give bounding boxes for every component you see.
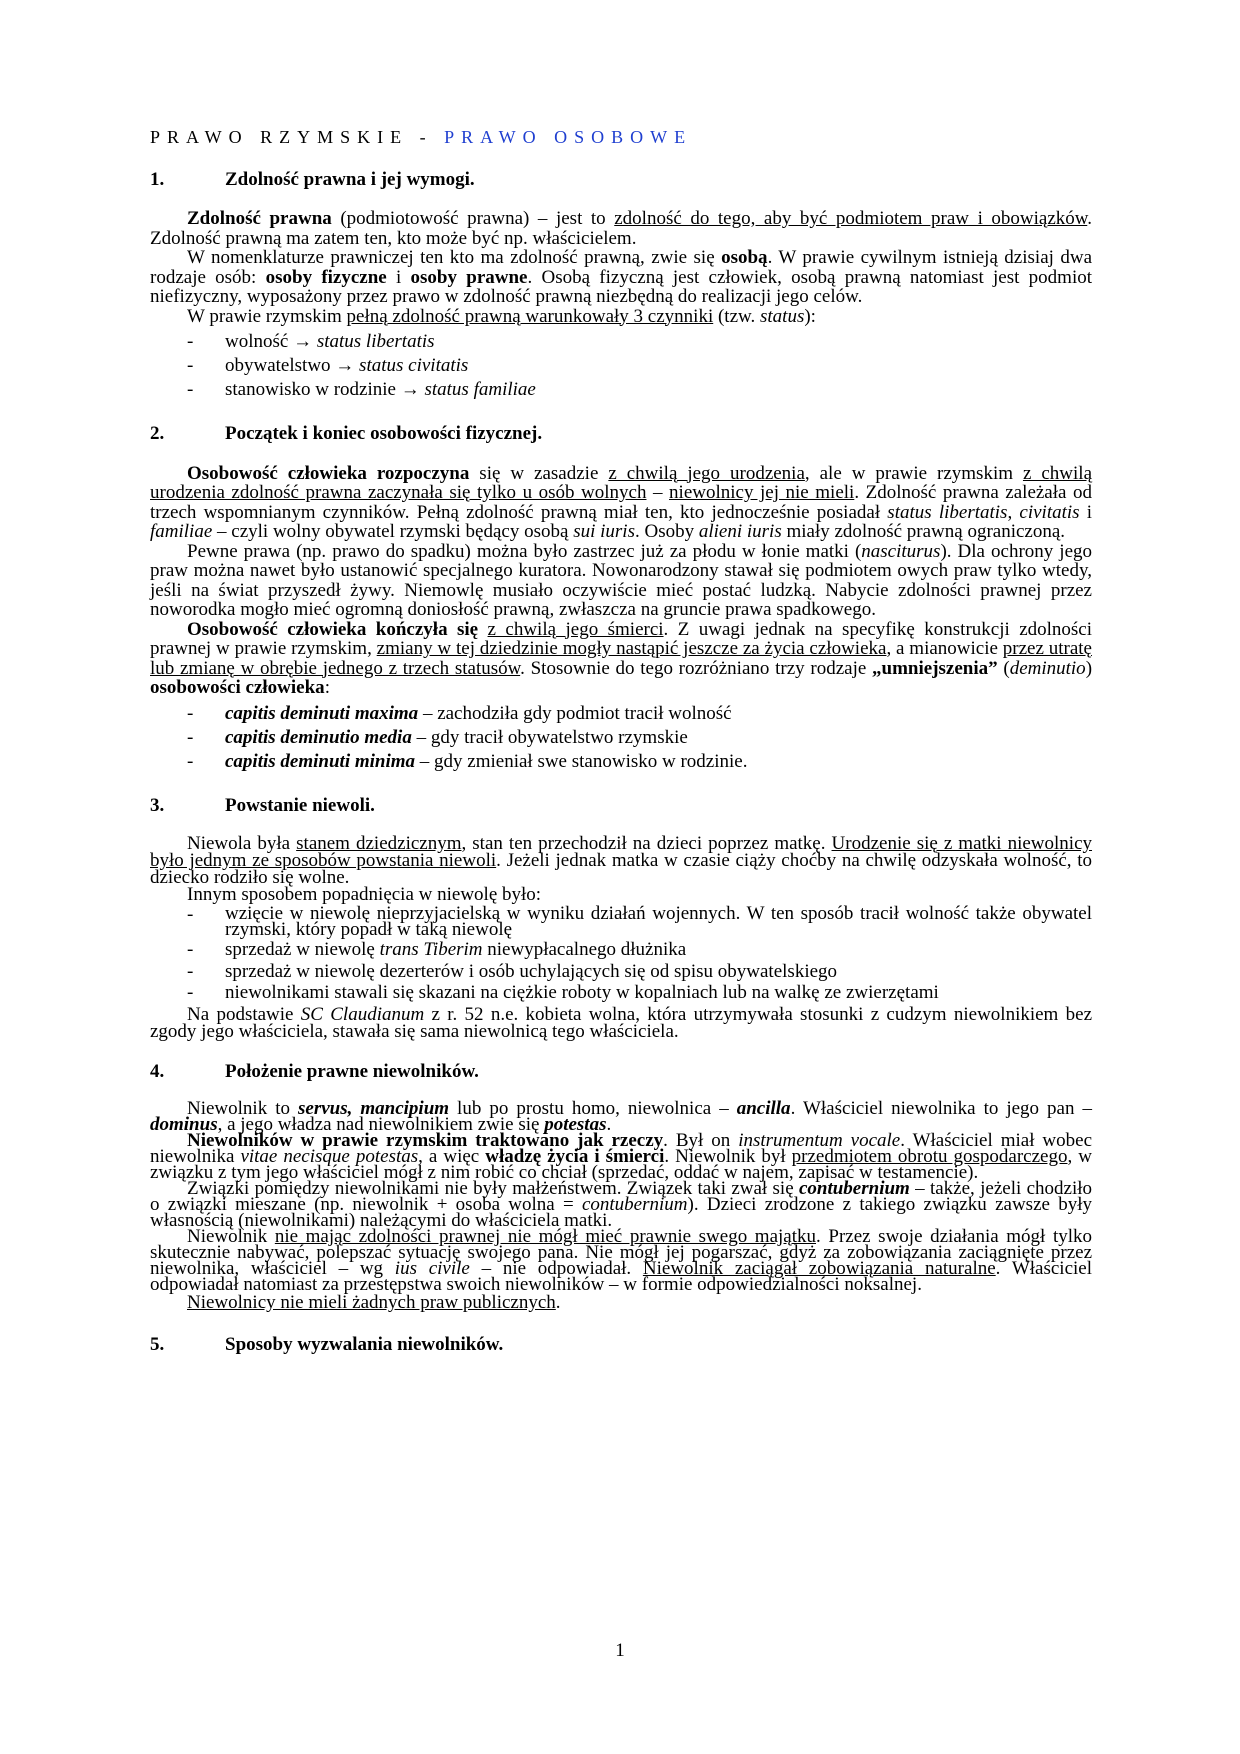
paragraph: Zdolność prawna (podmiotowość prawna) – jest to zdolność do tego, aby być podmiotem praw i obowiązków. Zdolność prawną ma zatem ten, kto może być np. właścicielem. (150, 208, 1093, 249)
arrow-icon: → (400, 379, 420, 400)
document-title (150, 128, 1092, 148)
page-number: 1 (615, 1640, 625, 1661)
paragraph: Osobowość człowieka rozpoczyna się w zasadzie z chwilą jego urodzenia, ale w prawie rzymskim z chwilą urodzenia zdolność prawna zaczynała się tylko u osób wolnych – niewolnicy jej nie mieli. Zdolność prawna zależała od trzech wspomnianym czynników. Pełną zdolność prawną miał ten, kto jednocześnie posiadał status libertatis, civitatis i familiae – czyli wolny obywatel rzymski będący osobą sui iuris. Osoby alieni iuris miały zdolność prawną ograniczoną. (150, 462, 1093, 542)
paragraph: Niewolników w prawie rzymskim traktowano jak rzeczy. Był on instrumentum vocale. Właściciel miał wobec niewolnika vitae necisque potestas, a więc władzę życia i śmierci. Niewolnik był przedmiotem obrotu gospodarczego, w związku z tym jego właściciel mógł z nim robić co chciał (sprzedać, oddać w najem, zapisać w testamencie). (150, 1130, 1093, 1183)
paragraph: Osobowość człowieka kończyła się z chwilą jego śmierci. Z uwagi jednak na specyfikę konstrukcji zdolności prawnej w prawie rzymskim, zmiany w tej dziedzinie mogły nastąpić jeszcze za życia człowieka, a mianowicie przez utratę lub zmianę w obrębie jednego z trzech statusów. Stosownie do tego rozróżniano trzy rodzaje „umniejszenia” (deminutio) osobowości człowieka: (150, 618, 1093, 698)
list-item: - capitis deminuti maxima – zachodziła gdy podmiot tracił wolność (187, 702, 732, 724)
list-item: - sprzedaż w niewolę trans Tiberim niewypłacalnego dłużnika (187, 939, 687, 960)
paragraph: W prawie rzymskim pełną zdolność prawną warunkowały 3 czynniki (tzw. status): (187, 305, 816, 327)
section-heading-2: 2. Początek i koniec osobowości fizycznej. (150, 423, 543, 444)
list-item: - capitis deminuti minima – gdy zmieniał swe stanowisko w rodzinie. (187, 750, 748, 772)
paragraph: W nomenklaturze prawniczej ten kto ma zdolność prawną, zwie się osobą. W prawie cywilnym istnieją dzisiaj dwa rodzaje osób: osoby fizyczne i osoby prawne. Osobą fizyczną jest człowiek, osobą prawną natomiast jest podmiot niefizyczny, wyposażony przez prawo w zdolność prawną niezbędną do realizacji jego celów. (150, 247, 1093, 307)
list-item: - capitis deminutio media – gdy tracił obywatelstwo rzymskie (187, 726, 688, 748)
section-heading-3: 3. Powstanie niewoli. (150, 794, 375, 816)
arrow-icon: → (335, 355, 355, 376)
paragraph: Na podstawie SC Claudianum z r. 52 n.e. kobieta wolna, która utrzymywała stosunki z cudzym niewolnikiem bez zgody jego właściciela, stawała się sama niewolnicą tego właściciela. (150, 1003, 1092, 1042)
paragraph: Związki pomiędzy niewolnikami nie były małżeństwem. Związek taki zwał się contubernium – także, jeżeli chodziło o związki mieszane (np. niewolnik + osoba wolna = contubernium). Dzieci zrodzone z takiego związku zawsze były własnością (niewolnikami) należącymi do właściciela matki. (150, 1178, 1093, 1231)
paragraph: Niewola była stanem dziedzicznym, stan ten przechodził na dzieci poprzez matkę. Urodzenie się z matki niewolnicy było jednym ze sposobów powstania niewoli. Jeżeli jednak matka w czasie ciąży choćby na chwilę odzyskała wolność, to dziecko rodziło się wolne. (150, 833, 1093, 888)
paragraph: Niewolnik nie mając zdolności prawnej nie mógł mieć prawnie swego majątku. Przez swoje działania mógł tylko skutecznie nabywać, polepszać sytuację swojego pana. Nie mógł jej pogarszać, gdyż za zobowiązania zaciągnięte przez niewolnika, właściciel – wg ius civile – nie odpowiadał. Niewolnik zaciągał zobowiązania naturalne. Właściciel odpowiadał natomiast za przestępstwa swoich niewolników – w formie odpowiedzialności noksalnej. (150, 1226, 1093, 1295)
arrow-icon: → (293, 331, 313, 352)
document-page (150, 128, 1092, 1355)
status-list (150, 330, 1092, 402)
section-heading-1: 1. Zdolność prawna i jej wymogi. (150, 168, 475, 190)
title-part-law: PRAWO RZYMSKIE - (150, 127, 445, 147)
list-item: - wzięcie w niewolę nieprzyjacielską w wyniku działań wojennych. W ten sposób tracił wolność także obywatel rzymski, który popadł w taką niewolę (187, 903, 1092, 940)
paragraph: Pewne prawa (np. prawo do spadku) można było zastrzec już za płodu w łonie matki (nasciturus). Dla ochrony jego praw można nawet było ustanowić specjalnego kuratora. Nowonarodzony stawał się podmiotem owych praw tylko wtedy, jeśli na świat przyszedł żywy. Niemowlę musiało oczywiście mieć postać ludzką. Nabycie zdolności prawnej przez noworodka mogło mieć ogromną doniosłość prawną, zwłaszcza na gruncie prawa spadkowego. (150, 540, 1092, 620)
paragraph: Niewolnik to servus, mancipium lub po prostu homo, niewolnica – ancilla. Właściciel niewolnika to jego pan – dominus, a jego władza nad niewolnikiem zwie się potestas. (150, 1098, 1092, 1135)
section-heading-4: 4. Położenie prawne niewolników. (150, 1060, 479, 1082)
deminutio-list (150, 702, 1092, 774)
list-item: - stanowisko w rodzinie → status familiae (187, 379, 536, 400)
list-item: - obywatelstwo → status civitatis (187, 355, 469, 376)
title-part-persons: PRAWO OSOBOWE (444, 127, 693, 147)
section-heading-5: 5. Sposoby wyzwalania niewolników. (150, 1334, 504, 1355)
slavery-origin-list (150, 903, 1092, 1003)
list-item: - sprzedaż w niewolę dezerterów i osób uchylających się od spisu obywatelskiego (187, 960, 838, 982)
list-item: - wolność → status libertatis (187, 331, 435, 352)
list-item: - niewolnikami stawali się skazani na ciężkie roboty w kopalniach lub na walkę ze zwierzętami (187, 982, 939, 1003)
paragraph: Innym sposobem popadnięcia w niewolę było: (187, 884, 542, 905)
paragraph: Niewolnicy nie mieli żadnych praw publicznych. (187, 1292, 561, 1313)
